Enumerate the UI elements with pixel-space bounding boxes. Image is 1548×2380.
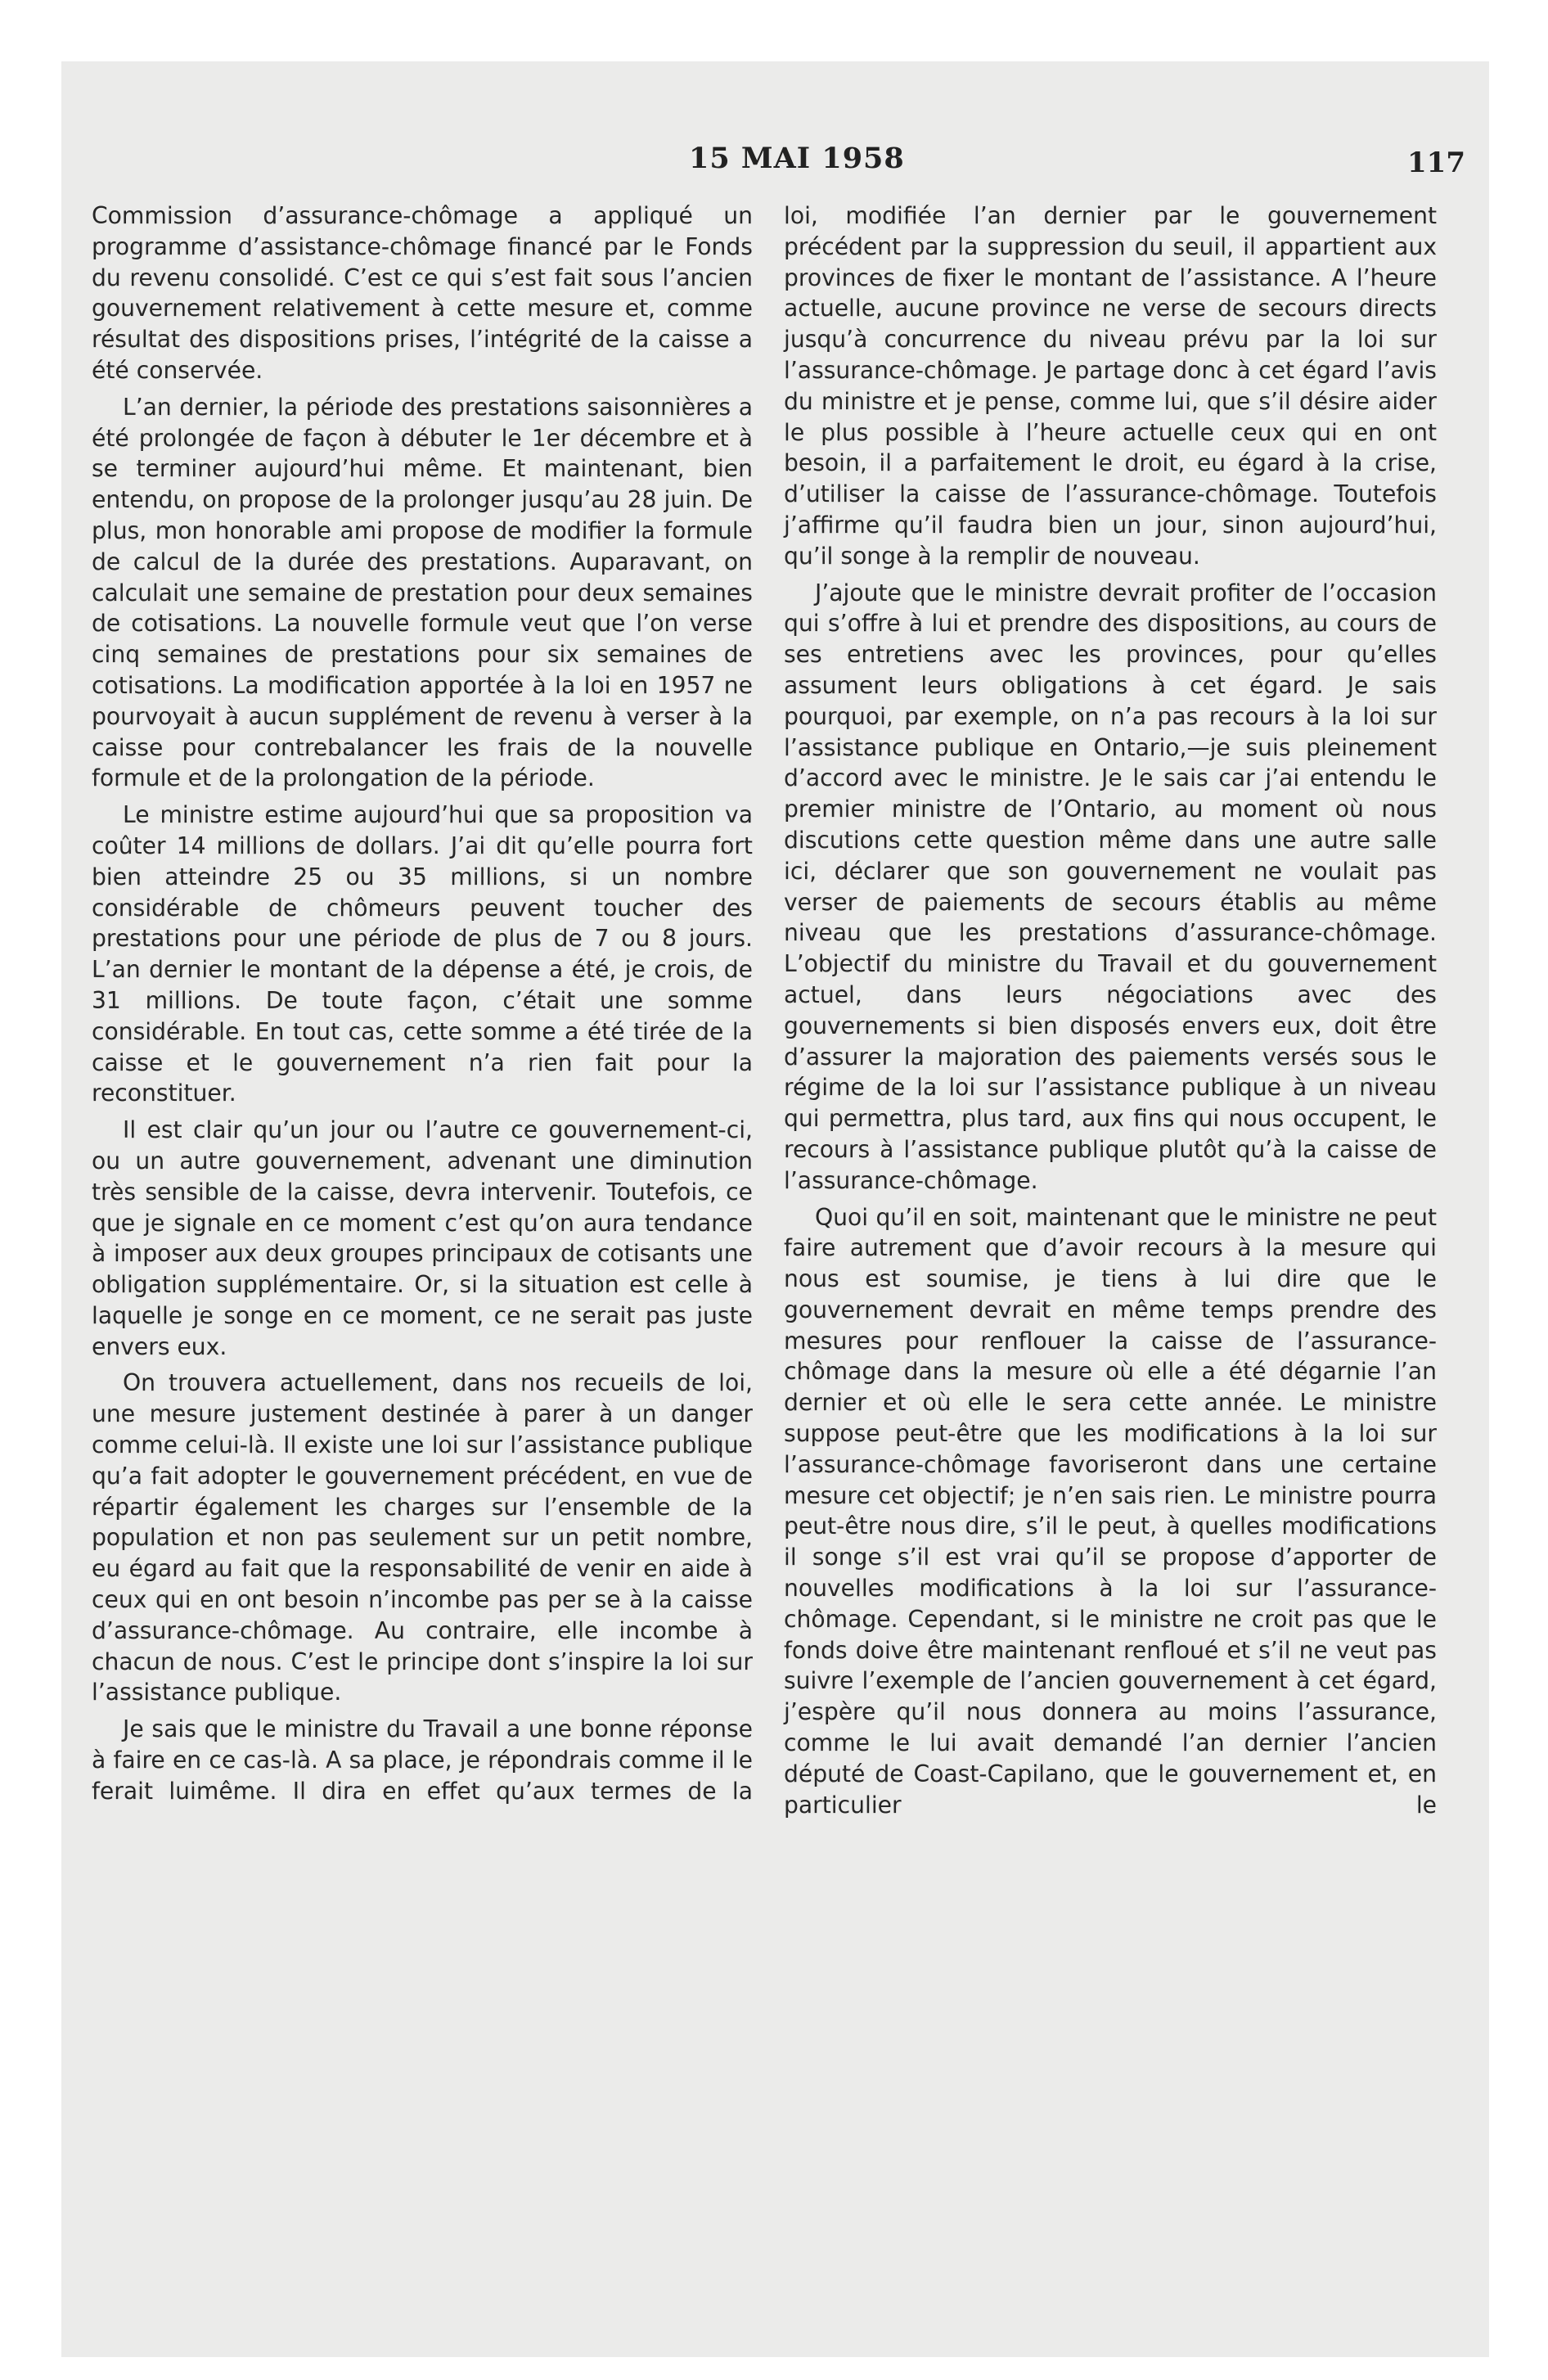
left-column [92, 201, 753, 1813]
left-paragraph-1: Commission d’assurance-chômage a appliqué un programme d’assistance-chômage financé par le Fonds du revenu consolidé. C’est ce qui s’est fait sous l’ancien gouvernement relativement à cette mesure et, comme résultat des dispositions prises, l’intégrité de la caisse a été conservée. [92, 202, 753, 384]
right-column [784, 201, 1437, 1826]
left-paragraph-2: L’an dernier, la période des prestations saisonnières a été prolongée de façon à débuter le 1er décembre et à se terminer aujourd’hui même. Et maintenant, bien entendu, on propose de la prolonger jusqu’au 28 juin. De plus, mon honorable ami propose de modifier la formule de calcul de la durée des prestations. Auparavant, on calculait une semaine de prestation pour deux semaines de cotisations. La nouvelle formule veut que l’on verse cinq semaines de prestations pour six semaines de cotisations. La modification apportée à la loi en 1957 ne pourvoyait à aucun supplément de revenu à verser à la caisse pour contrebalancer les frais de la nouvelle formule et de la prolongation de la période. [92, 393, 753, 792]
page-date: 15 MAI 1958 [689, 142, 905, 175]
page-number: 117 [1407, 146, 1465, 179]
left-paragraph-4: Il est clair qu’un jour ou l’autre ce gouvernement-ci, ou un autre gouvernement, advenant une diminution très sensible de la caisse, devra intervenir. Toutefois, ce que je signale en ce moment c’est qu’on aura tendance à imposer aux deux groupes principaux de cotisants une obligation supplémentaire. Or, si la situation est celle à laquelle je songe en ce moment, ce ne serait pas juste envers eux. [92, 1116, 753, 1360]
left-paragraph-3: Le ministre estime aujourd’hui que sa proposition va coûter 14 millions de dollars. J’ai dit qu’elle pourra fort bien atteindre 25 ou 35 millions, si un nombre considérable de chômeurs peuvent toucher des prestations pour une période de plus de 7 ou 8 jours. L’an dernier le montant de la dépense a été, je crois, de 31 millions. De toute façon, c’était une somme considérable. En tout cas, cette somme a été tirée de la caisse et le gouvernement n’a rien fait pour la reconstituer. [92, 801, 753, 1107]
page-header [0, 142, 1548, 191]
right-paragraph-2: J’ajoute que le ministre devrait profiter de l’occasion qui s’offre à lui et prendre des dispositions, au cours de ses entretiens avec les provinces, pour qu’elles assument leurs obligations à cet égard. Je sais pourquoi, par exemple, on n’a pas recours à la loi sur l’assistance publique en Ontario,—je suis pleinement d’accord avec le ministre. Je le sais car j’ai entendu le premier ministre de l’Ontario, au moment où nous discutions cette question même dans une autre salle ici, déclarer que son gouvernement ne voulait pas verser de paiements de secours établis au même niveau que les prestations d’assurance-chômage. L’objectif du ministre du Travail et du gouvernement actuel, dans leurs négociations avec des gouvernements si bien disposés envers eux, doit être d’assurer la majoration des paiements versés sous le régime de la loi sur l’assistance publique à un niveau qui permettra, plus tard, aux fins qui nous occupent, le recours à l’assistance publique plutôt qu’à la caisse de l’assurance-chômage. [784, 579, 1437, 1194]
right-paragraph-3: Quoi qu’il en soit, maintenant que le ministre ne peut faire autrement que d’avoir recours à la mesure qui nous est soumise, je tiens à lui dire que le gouvernement devrait en même temps prendre des mesures pour renflouer la caisse de l’assurance-chômage dans la mesure où elle a été dégarnie l’an dernier et où elle le sera cette année. Le ministre suppose peut-être que les modifications à la loi sur l’assurance-chômage favoriseront dans une certaine mesure cet objectif; je n’en sais rien. Le ministre pourra peut-être nous dire, s’il le peut, à quelles modifications il songe s’il est vrai qu’il se propose d’apporter de nouvelles modifications à la loi sur l’assurance-chômage. Cependant, si le ministre ne croit pas que le fonds doive être maintenant renfloué et s’il ne veut pas suivre l’exemple de l’ancien gouvernement à cet égard, j’espère qu’il nous donnera au moins l’assurance, comme le lui avait demandé l’an dernier l’ancien député de Coast-Capilano, que le gouvernement et, en particulier le [784, 1203, 1437, 1819]
left-paragraph-6: Je sais que le ministre du Travail a une bonne réponse à faire en ce cas-là. A sa place, je répondrais comme il le ferait luimême. Il dira en effet qu’aux termes de la [92, 1715, 753, 1805]
right-paragraph-1: loi, modifiée l’an dernier par le gouvernement précédent par la suppression du seuil, il appartient aux provinces de fixer le montant de l’assistance. A l’heure actuelle, aucune province ne verse de secours directs jusqu’à concurrence du niveau prévu par la loi sur l’assurance-chômage. Je partage donc à cet égard l’avis du ministre et je pense, comme lui, que s’il désire aider le plus possible à l’heure actuelle ceux qui en ont besoin, il a parfaitement le droit, eu égard à la crise, d’utiliser la caisse de l’assurance-chômage. Toutefois j’affirme qu’il faudra bien un jour, sinon aujourd’hui, qu’il songe à la remplir de nouveau. [784, 202, 1437, 570]
left-paragraph-5: On trouvera actuellement, dans nos recueils de loi, une mesure justement destinée à parer à un danger comme celui-là. Il existe une loi sur l’assistance publique qu’a fait adopter le gouvernement précédent, en vue de répartir également les charges sur l’ensemble de la population et non pas seulement sur un petit nombre, eu égard au fait que la responsabilité de venir en aide à ceux qui en ont besoin n’incombe pas per se à la caisse d’assurance-chômage. Au contraire, elle incombe à chacun de nous. C’est le principe dont s’inspire la loi sur l’assistance publique. [92, 1369, 753, 1706]
